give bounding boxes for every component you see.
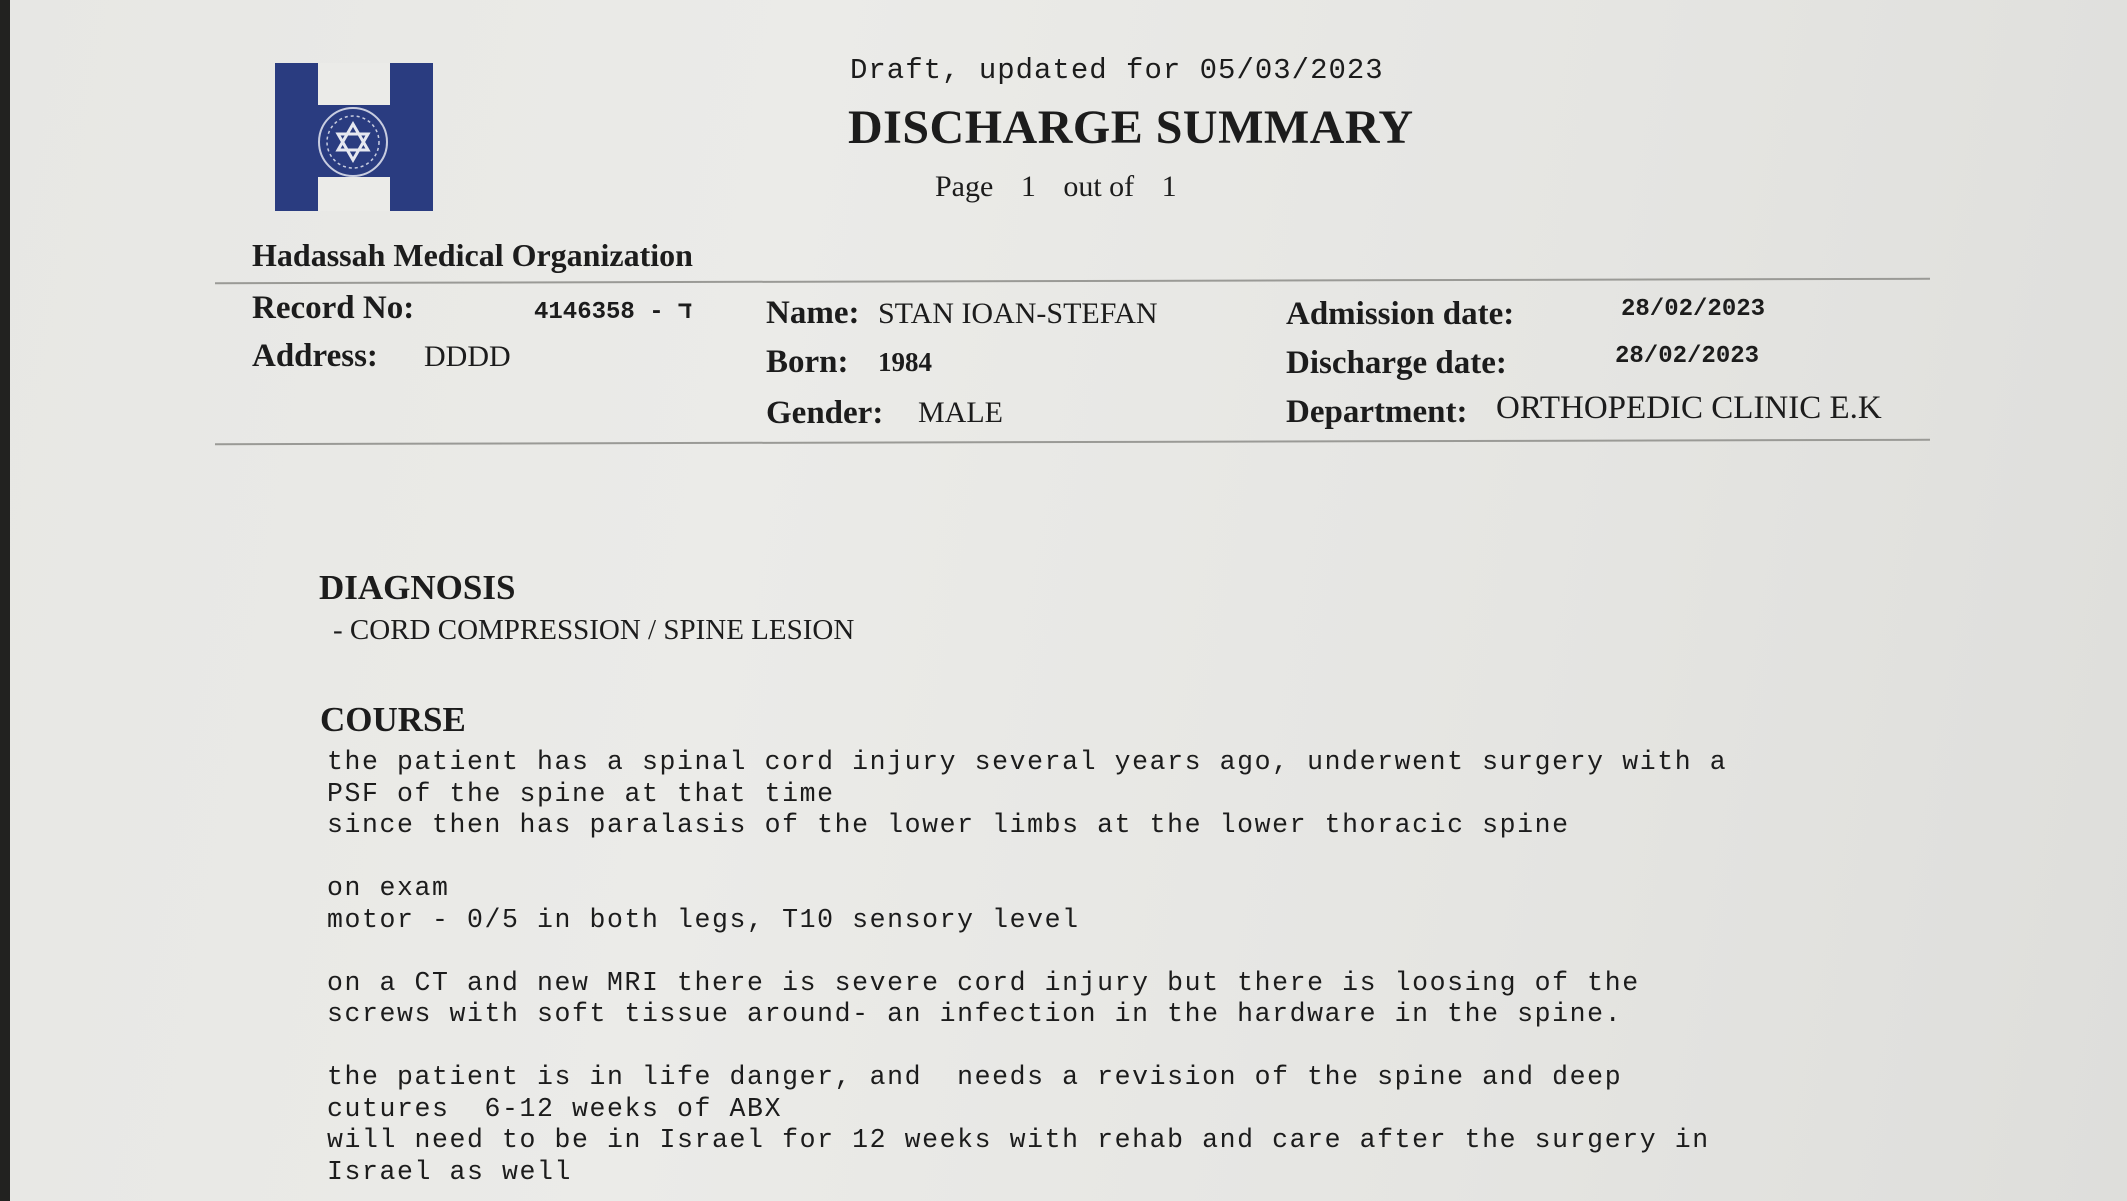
page-indicator (935, 170, 1197, 204)
hadassah-logo-icon (275, 63, 433, 211)
address-label: Address: (252, 338, 378, 374)
page-number: 1 (1020, 170, 1036, 203)
page-out-of-label: out of (1063, 170, 1135, 203)
name-value: STAN IOAN-STEFAN (878, 297, 1158, 330)
diagnosis-heading: DIAGNOSIS (319, 568, 516, 607)
gender-label: Gender: (766, 395, 884, 431)
born-label: Born: (766, 344, 849, 380)
record-label: Record No: (252, 290, 415, 326)
header-divider-top (215, 278, 1930, 284)
organization-name: Hadassah Medical Organization (252, 237, 693, 273)
document-page (10, 0, 2127, 1201)
admission-date-value: 28/02/2023 (1621, 296, 1766, 323)
admission-date-label: Admission date: (1286, 296, 1515, 332)
course-text: the patient has a spinal cord injury several years ago, underwent surgery with a PSF of the spine at that time since then has paralasis of the lower limbs at the lower thoracic spine on exam motor - 0/5 in both legs, T10 sensory level on a CT and new MRI there is severe cord injury but there is loosing of the screws with soft tissue around- an infection in the hardware in the spine. the patient is in life danger, and needs a revision of the spine and deep cutures 6-12 weeks of ABX will need to be in Israel for 12 weeks with rehab and care after the surgery in Israel as well (327, 747, 1728, 1187)
header-divider-bottom (215, 439, 1930, 445)
gender-value: MALE (918, 396, 1003, 429)
course-heading: COURSE (320, 700, 466, 739)
diagnosis-item: - CORD COMPRESSION / SPINE LESION (333, 614, 855, 646)
department-label: Department: (1286, 394, 1468, 430)
record-value: 414635ד - 8 (534, 299, 693, 326)
document-title: DISCHARGE SUMMARY (848, 101, 1414, 154)
name-label: Name: (766, 295, 860, 331)
born-value: 1984 (878, 347, 932, 377)
address-value: DDDD (424, 340, 511, 373)
page-total: 1 (1161, 170, 1177, 203)
star-of-david-seal-icon (314, 104, 392, 180)
discharge-date-value: 28/02/2023 (1615, 343, 1760, 370)
draft-note: Draft, updated for 05/03/2023 (850, 54, 1384, 87)
page-label: Page (935, 170, 994, 203)
department-value: ORTHOPEDIC CLINIC E.K (1496, 390, 1882, 426)
discharge-date-label: Discharge date: (1286, 345, 1507, 381)
